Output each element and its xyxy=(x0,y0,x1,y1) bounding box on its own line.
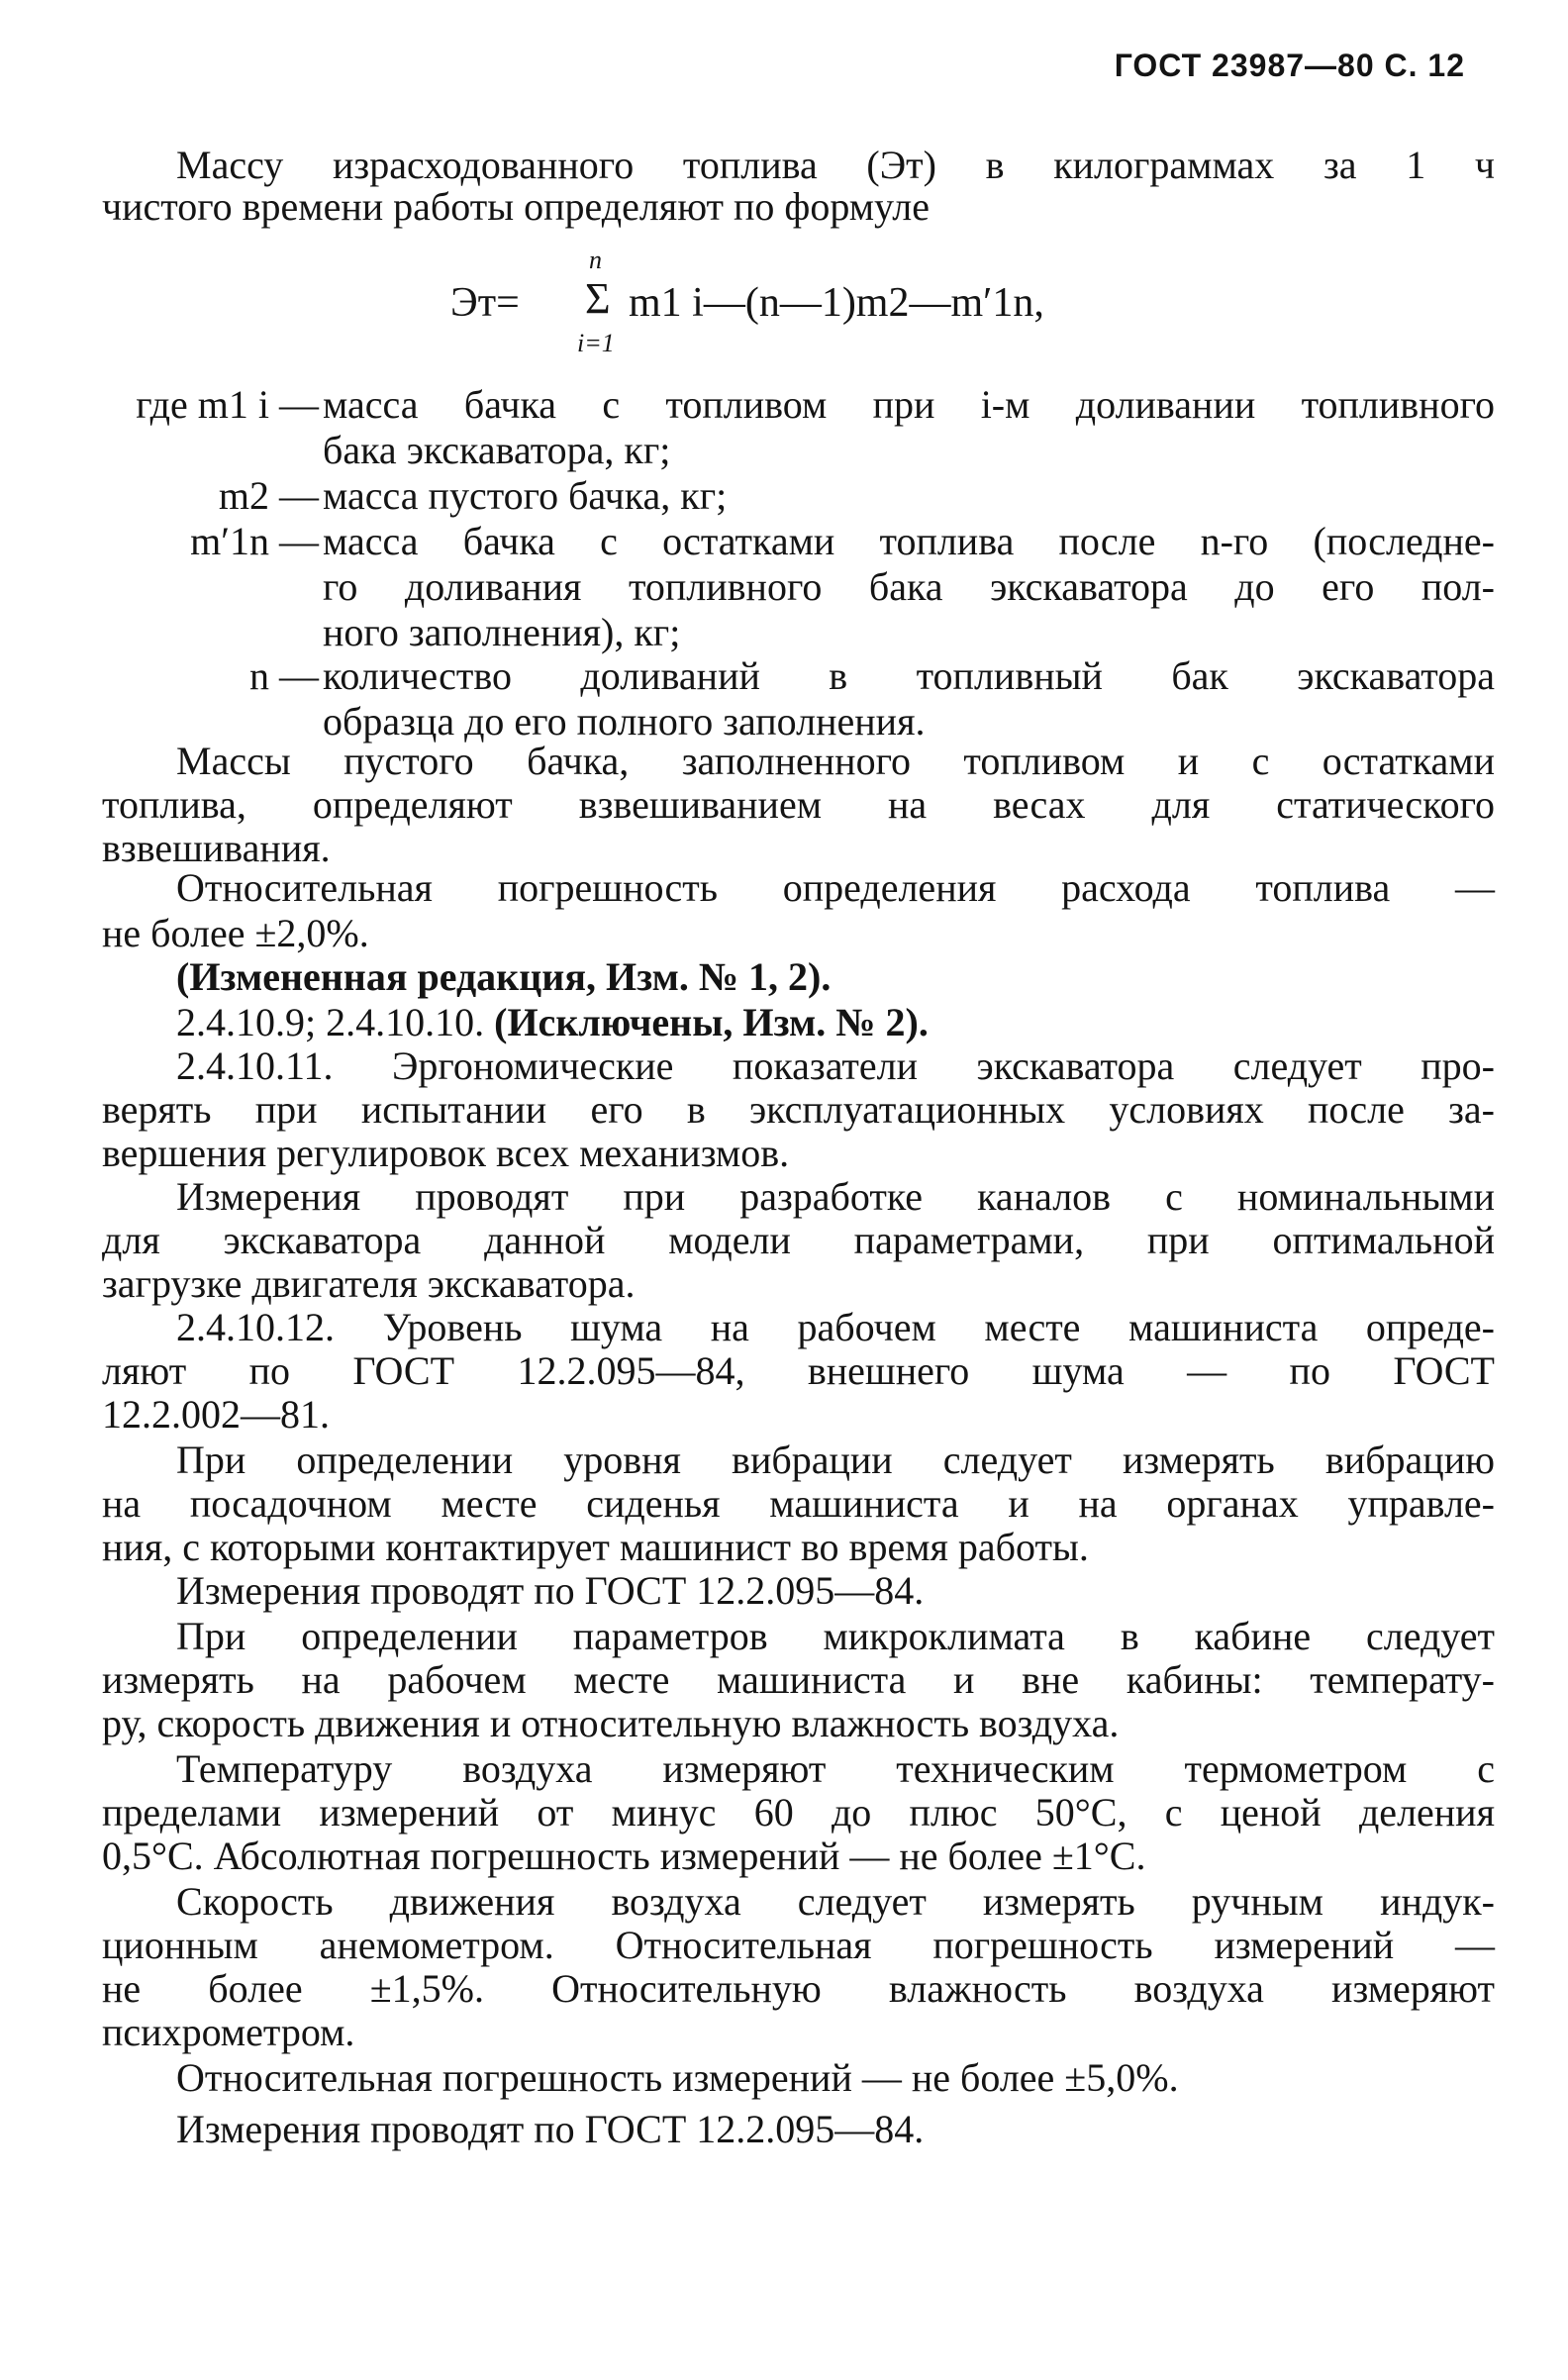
paragraph-line: психрометром. xyxy=(102,2010,355,2054)
definition-line: масса бачка с остатками топлива после n-го (последне- xyxy=(323,519,1495,563)
paragraph-line: Относительная погрешность определения расхода топлива — xyxy=(176,865,1495,910)
excluded-clauses-line xyxy=(176,1000,929,1045)
paragraph-line: измерять на рабочем месте машиниста и вне кабины: температу- xyxy=(102,1657,1495,1702)
definition-text xyxy=(323,382,1495,473)
paragraph-line: не более ±1,5%. Относительную влажность воздуха измеряют xyxy=(102,1966,1495,2011)
formula-lhs: Эт= xyxy=(450,280,520,326)
paragraph-line: Измерения проводят по ГОСТ 12.2.095—84. xyxy=(176,1568,925,1613)
excluded-clauses-numbers: 2.4.10.9; 2.4.10.10. xyxy=(176,1000,495,1044)
intro-line-2: чистого времени работы определяют по формуле xyxy=(102,184,931,229)
definition-line: образца до его полного заполнения. xyxy=(323,699,926,744)
paragraph-line: ния, с которыми контактирует машинист во время работы. xyxy=(102,1525,1089,1569)
page-header-code: ГОСТ 23987—80 С. 12 xyxy=(1114,48,1465,83)
definition-symbol: n — xyxy=(249,653,319,698)
paragraph-line: вершения регулировок всех механизмов. xyxy=(102,1131,790,1175)
definition-text xyxy=(323,473,1495,519)
definition-line: количество доливаний в топливный бак экскаватора xyxy=(323,653,1495,698)
definition-text xyxy=(323,519,1495,655)
definition-line: бака экскаватора, кг; xyxy=(323,428,671,472)
paragraph-line: При определении уровня вибрации следует измерять вибрацию xyxy=(176,1438,1495,1482)
definition-symbol: m′1n — xyxy=(190,519,319,563)
paragraph-line: ру, скорость движения и относительную влажность воздуха. xyxy=(102,1701,1120,1745)
formula-sum-symbol: Σ xyxy=(585,274,611,323)
paragraph-line: 12.2.002—81. xyxy=(102,1392,330,1437)
paragraph-line: Измерения проводят при разработке каналов с номинальными xyxy=(176,1174,1495,1219)
formula-sum-upper: n xyxy=(589,246,602,274)
paragraph-line: При определении параметров микроклимата в кабине следует xyxy=(176,1614,1495,1658)
paragraph-line: Измерения проводят по ГОСТ 12.2.095—84. xyxy=(176,2107,925,2151)
paragraph-line: 2.4.10.11. Эргономические показатели экскаватора следует про- xyxy=(176,1043,1495,1088)
paragraph-line: Относительная погрешность измерений — не более ±5,0%. xyxy=(176,2055,1179,2100)
excluded-clauses-note: (Исключены, Изм. № 2). xyxy=(494,1000,929,1044)
paragraph-line: на посадочном месте сиденья машиниста и на органах управле- xyxy=(102,1481,1495,1526)
paragraph-line: Температуру воздуха измеряют техническим термометром с xyxy=(176,1746,1495,1791)
paragraph-line: пределами измерений от минус 60 до плюс 50°С, с ценой деления xyxy=(102,1790,1495,1835)
paragraph-line: загрузке двигателя экскаватора. xyxy=(102,1261,636,1306)
paragraph-line: 2.4.10.12. Уровень шума на рабочем месте машиниста опреде- xyxy=(176,1305,1495,1349)
paragraph-line: Скорость движения воздуха следует измерять ручным индук- xyxy=(176,1879,1495,1924)
paragraph-line: топлива, определяют взвешиванием на весах для статического xyxy=(102,782,1495,827)
intro-line-1: Массу израсходованного топлива (Эт) в килограммах за 1 ч xyxy=(176,143,1495,187)
definition-line: го доливания топливного бака экскаватора до его пол- xyxy=(323,564,1495,609)
definition-text xyxy=(323,653,1495,744)
paragraph-line: Массы пустого бачка, заполненного топливом и с остатками xyxy=(176,739,1495,783)
definition-line: масса пустого бачка, кг; xyxy=(323,473,728,518)
paragraph-line: взвешивания. xyxy=(102,826,331,870)
paragraph-line: ционным анемометром. Относительная погрешность измерений — xyxy=(102,1923,1495,1967)
paragraph-line: ляют по ГОСТ 12.2.095—84, внешнего шума — по ГОСТ xyxy=(102,1348,1495,1393)
fuel-consumption-formula xyxy=(450,246,1143,357)
formula-rhs: m1 i—(n—1)m2—m′1n, xyxy=(629,280,1044,326)
formula-sum-lower: i=1 xyxy=(577,329,615,357)
paragraph-line: 0,5°С. Абсолютная погрешность измерений — не более ±1°С. xyxy=(102,1834,1146,1878)
definition-line: масса бачка с топливом при i-м доливании топливного xyxy=(323,382,1495,427)
paragraph-line: не более ±2,0%. xyxy=(102,911,369,955)
paragraph-line: для экскаватора данной модели параметрами, при оптимальной xyxy=(102,1218,1495,1262)
paragraph-line: верять при испытании его в эксплуатационных условиях после за- xyxy=(102,1087,1495,1132)
definition-line: ного заполнения), кг; xyxy=(323,610,681,654)
amendment-note: (Измененная редакция, Изм. № 1, 2). xyxy=(176,954,832,999)
definition-symbol: где m1 i — xyxy=(136,382,319,427)
definition-symbol: m2 — xyxy=(218,473,319,518)
